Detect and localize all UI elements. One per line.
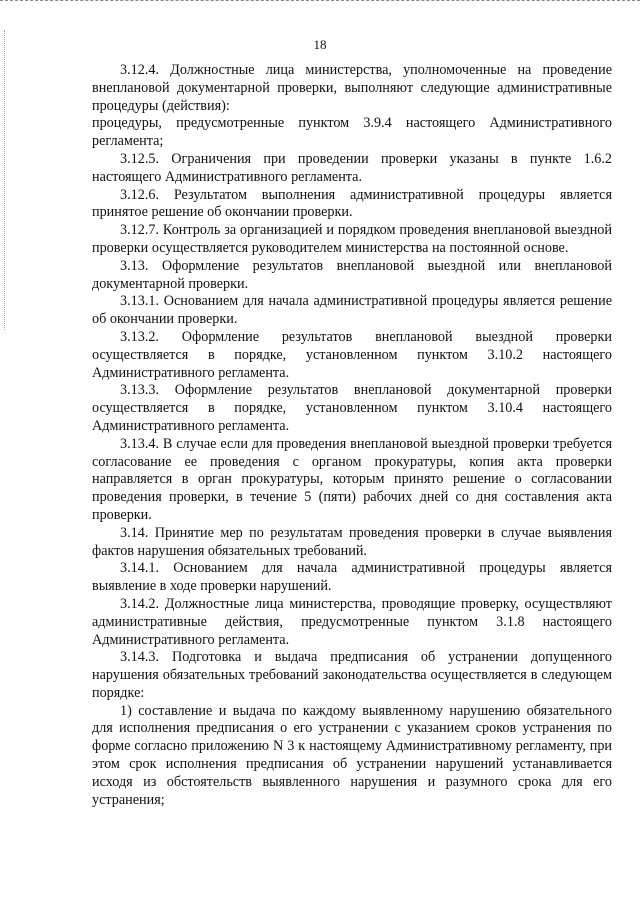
page-number: 18 — [313, 37, 327, 52]
paragraph-3-12-7: 3.12.7. Контроль за организацией и порядком проведения внеплановой выездной проверки осуществляется руководителем министерства на постоянной основе. — [92, 222, 612, 256]
scan-edge-top — [0, 0, 640, 3]
paragraph-3-14: 3.14. Принятие мер по результатам проведения проверки в случае выявления фактов нарушения обязательных требований. — [92, 524, 612, 559]
paragraph-3-13: 3.13. Оформление результатов внеплановой выездной или внеплановой документарной проверки. — [92, 257, 612, 292]
paragraph-3-14-2: 3.14.2. Должностные лица министерства, проводящие проверку, осуществляют административные действия, предусмотренные пунктом 3.1.8 настоящего Административного регламента. — [92, 595, 612, 648]
paragraph-3-13-1: 3.13.1. Основанием для начала административной процедуры является решение об окончании проверки. — [92, 293, 612, 328]
paragraph-item-1: 1) составление и выдача по каждому выявленному нарушению обязательного для исполнения предписания о его устранении с указанием сроков устранения по форме согласно приложению N 3 к настоящему Административному регламенту, при этом срок исполнения предписания об устранении нарушений устанавливается исходя из обстоятельств выявленного нарушения и разумного срока для его устранения; — [92, 702, 612, 808]
paragraph-3-13-2: 3.13.2. Оформление результатов внеплановой выездной проверки осуществляется в порядке, установленном пунктом 3.10.2 настоящего Административного регламента. — [92, 328, 612, 381]
paragraph-3-12-4: 3.12.4. Должностные лица министерства, уполномоченные на проведение внеплановой документарной проверки, выполняют следующие административные процедуры (действия): — [92, 62, 612, 114]
scan-edge-left — [4, 30, 6, 330]
document-body — [92, 62, 612, 809]
paragraph-3-12-6: 3.12.6. Результатом выполнения административной процедуры является принятое решение об окончании проверки. — [92, 186, 612, 221]
paragraph-3-13-3: 3.13.3. Оформление результатов внеплановой документарной проверки осуществляется в порядке, установленном пунктом 3.10.4 настоящего Административного регламента. — [92, 382, 612, 434]
paragraph-procedures: процедуры, предусмотренные пунктом 3.9.4 настоящего Административного регламента; — [92, 115, 612, 150]
paragraph-3-14-1: 3.14.1. Основанием для начала административной процедуры является выявление в ходе проверки нарушений. — [92, 560, 612, 595]
paragraph-3-14-3: 3.14.3. Подготовка и выдача предписания об устранении допущенного нарушения обязательных требований законодательства осуществляется в следующем порядке: — [92, 649, 612, 701]
paragraph-3-13-4: 3.13.4. В случае если для проведения внеплановой выездной проверки требуется согласование ее проведения с органом прокуратуры, копия акта проверки направляется в орган прокуратуры, которым принято решение о согласовании проведения проверки, в течение 5 (пяти) рабочих дней со дня составления акта проверки. — [92, 435, 612, 523]
paragraph-3-12-5: 3.12.5. Ограничения при проведении проверки указаны в пункте 1.6.2 настоящего Административного регламента. — [92, 150, 612, 185]
